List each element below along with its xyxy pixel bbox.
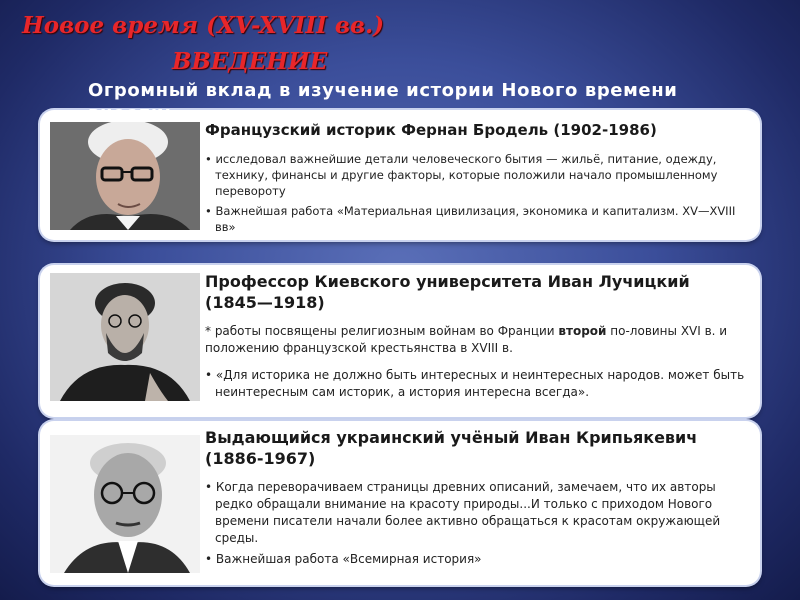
card-heading: Профессор Киевского университета Иван Лучицкий (1845—1918) — [205, 272, 690, 312]
slide-subtitle: Огромный вклад в изучение истории Нового времени внесли: — [88, 80, 678, 124]
portrait-braudel — [50, 122, 200, 230]
slide-title: Новое время (XV-XVIII вв.) — [22, 12, 385, 39]
card-text — [205, 120, 746, 235]
historian-card-krypiakevych — [40, 421, 760, 585]
card-bullet: • исследовал важнейшие детали человеческого бытия — жильё, питание, одежду, технику, финансы и другие факторы, которые положили начало промышленному перевороту — [205, 152, 718, 198]
slide-section-title: ВВЕДЕНИЕ — [172, 48, 328, 75]
portrait-krypiakevych — [50, 435, 200, 573]
card-heading: Выдающийся украинский учёный Иван Крипьякевич (1886-1967) — [205, 428, 698, 468]
card-bullet — [205, 323, 746, 357]
card-heading: Французский историк Фернан Бродель (1902-1986) — [205, 121, 657, 139]
card-bullet: • Важнейшая работа «Материальная цивилизация, экономика и капитализм. XV—XVIII вв» — [205, 204, 736, 234]
card-bullet-emphasis: второй — [558, 324, 607, 338]
card-bullet: • Когда переворачиваем страницы древних описаний, замечаем, что их авторы редко обращали внимание на красоту природы...И только с приходом Нового времени писатели начали более активно обращаться к красотам окружающей среды. — [205, 480, 721, 545]
historian-card-braudel — [40, 110, 760, 240]
card-text — [205, 427, 746, 568]
card-bullet: • Важнейшая работа «Всемирная история» — [205, 552, 482, 566]
historian-card-luchitsky — [40, 265, 760, 417]
card-bullet: • «Для историка не должно быть интересных и неинтересных народов. может быть неинтересным сам историк, а история интересна всегда». — [205, 368, 745, 399]
card-bullet-text: по-ловины XVI в. и положению французской крестьянства в XVIII в. — [205, 324, 728, 355]
card-bullet-text: * работы посвящены религиозным войнам во Франции — [205, 324, 559, 338]
portrait-luchitsky — [50, 273, 200, 401]
card-text — [205, 271, 746, 401]
